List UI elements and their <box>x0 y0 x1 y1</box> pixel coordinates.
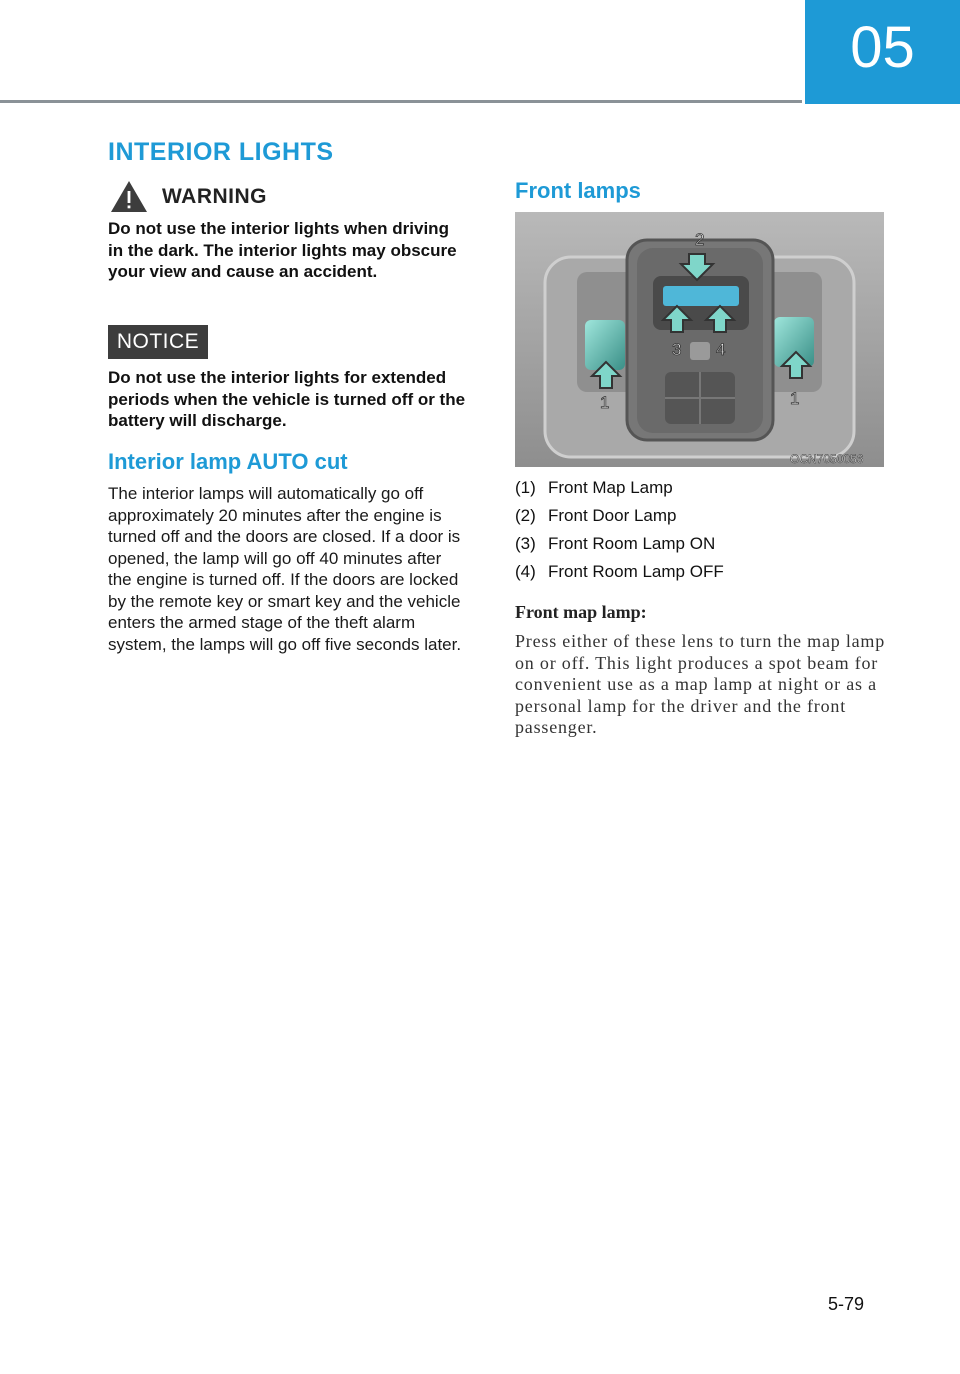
legend-item <box>515 530 895 558</box>
legend-number: (1) <box>515 478 536 497</box>
legend-item <box>515 474 895 502</box>
header-rule <box>0 100 802 103</box>
auto-cut-text: The interior lamps will automatically go off approximately 20 minutes after the engine is turned off and the doors are closed. If a door is opened, the lamp will go off 40 minutes after the engine is turned off. If the doors are locked by the remote key or smart key and the vehicle enters the armed stage of the theft alarm system, the lamps will go off five seconds later. <box>108 484 462 654</box>
legend-number: (3) <box>515 534 536 553</box>
section-title: INTERIOR LIGHTS <box>108 138 334 166</box>
legend-label: Front Room Lamp ON <box>548 534 716 553</box>
legend-label: Front Door Lamp <box>548 506 677 525</box>
legend-label: Front Room Lamp OFF <box>548 562 724 581</box>
warning-heading <box>110 180 267 213</box>
chapter-tab: 05 <box>805 0 960 104</box>
legend-label: Front Map Lamp <box>548 478 673 497</box>
map-lamp-heading: Front map lamp: <box>515 602 647 622</box>
callout-1-right: 1 <box>790 389 800 408</box>
auto-cut-heading: Interior lamp AUTO cut <box>108 449 348 474</box>
overhead-console-illustration <box>515 212 884 467</box>
page-number: 5-79 <box>828 1294 865 1314</box>
notice-text: Do not use the interior lights for extended periods when the vehicle is turned off or the battery will discharge. <box>108 368 466 430</box>
legend-number: (2) <box>515 506 536 525</box>
notice-badge: NOTICE <box>108 325 208 359</box>
callout-4: 4 <box>716 340 726 359</box>
map-lamp-text: Press either of these lens to turn the map lamp on or off. This light produces a spot beam for convenient use as a map lamp at night or as a personal lamp for the driver and the front passenger. <box>515 631 886 737</box>
figure-code: OCN7050056 <box>790 452 864 466</box>
warning-icon <box>110 180 148 213</box>
legend-number: (4) <box>515 562 536 581</box>
callout-3: 3 <box>672 340 682 359</box>
callout-2: 2 <box>695 230 705 249</box>
figure-legend <box>515 474 895 586</box>
warning-label: WARNING <box>162 184 267 208</box>
legend-item <box>515 558 895 586</box>
warning-text: Do not use the interior lights when driving in the dark. The interior lights may obscure your view and cause an accident. <box>108 219 457 281</box>
callout-1-left: 1 <box>600 393 610 412</box>
front-lamps-figure <box>515 212 884 467</box>
front-lamps-heading: Front lamps <box>515 178 641 203</box>
legend-item <box>515 502 895 530</box>
